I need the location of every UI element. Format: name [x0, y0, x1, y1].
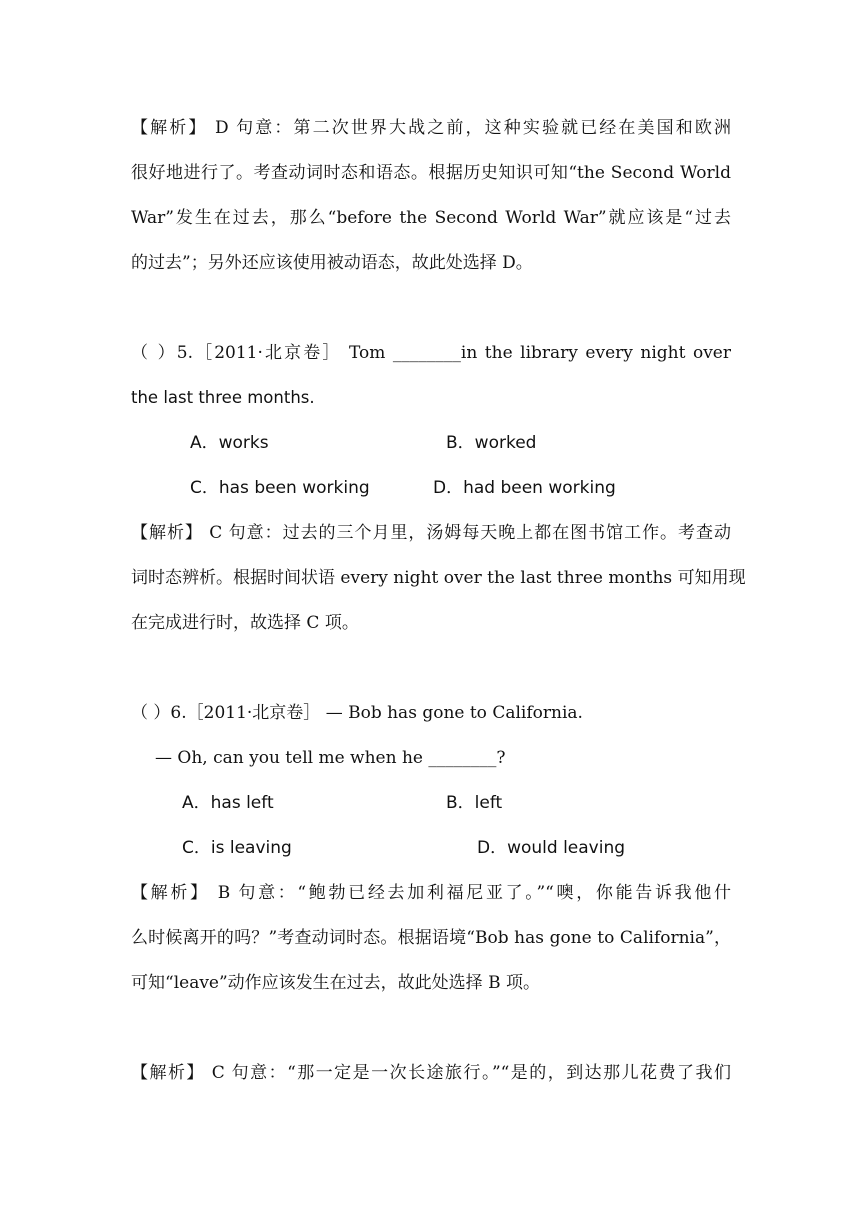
q6-option-b: B．left — [446, 793, 503, 813]
q5-option-b: B．worked — [446, 433, 537, 453]
q6-analysis-line-2: 么时候离开的吗？”考查动词时态。根据语境“Bob has gone to California”， — [131, 928, 731, 948]
q5-option-d: D．had been working — [433, 478, 616, 498]
q6-stem-line-2: — Oh, can you tell me when he ________? — [155, 748, 506, 768]
q6-stem-line-1: （ ）6.［2011·北京卷］ — Bob has gone to California. — [131, 703, 583, 723]
q5-stem-line-2: the last three months. — [131, 388, 315, 407]
q6-analysis-line-1: 【解析】 B 句意：“鲍勃已经去加利福尼亚了。”“噢，你能告诉我他什 — [131, 883, 731, 903]
q4-analysis-line-3: War”发生在过去，那么“before the Second World War”就应该是“过去 — [131, 208, 731, 228]
q5-analysis-line-1: 【解析】 C 句意：过去的三个月里，汤姆每天晚上都在图书馆工作。考查动 — [131, 523, 731, 543]
q5-stem-line-1: （ ）5.［2011·北京卷］ Tom ________in the library every night over — [131, 343, 731, 363]
q5-analysis-line-3: 在完成进行时，故选择 C 项。 — [131, 613, 359, 633]
q6-analysis-line-3: 可知“leave”动作应该发生在过去，故此处选择 B 项。 — [131, 973, 540, 993]
q4-analysis-line-2: 很好地进行了。考查动词时态和语态。根据历史知识可知“the Second World — [131, 163, 731, 183]
q6-option-d: D．would leaving — [477, 838, 626, 858]
q5-option-c: C．has been working — [190, 478, 370, 498]
q4-analysis-line-1: 【解析】 D 句意：第二次世界大战之前，这种实验就已经在美国和欧洲 — [131, 118, 731, 138]
q5-analysis-line-2: 词时态辨析。根据时间状语 every night over the last three months 可知用现 — [131, 568, 746, 588]
q6-option-c: C．is leaving — [182, 838, 292, 858]
q7-analysis-line-1: 【解析】 C 句意：“那一定是一次长途旅行。”“是的，到达那儿花费了我们 — [131, 1063, 731, 1083]
q6-option-a: A．has left — [182, 793, 274, 813]
q4-analysis-line-4: 的过去”；另外还应该使用被动语态，故此处选择 D。 — [131, 253, 533, 273]
q5-option-a: A．works — [190, 433, 269, 453]
